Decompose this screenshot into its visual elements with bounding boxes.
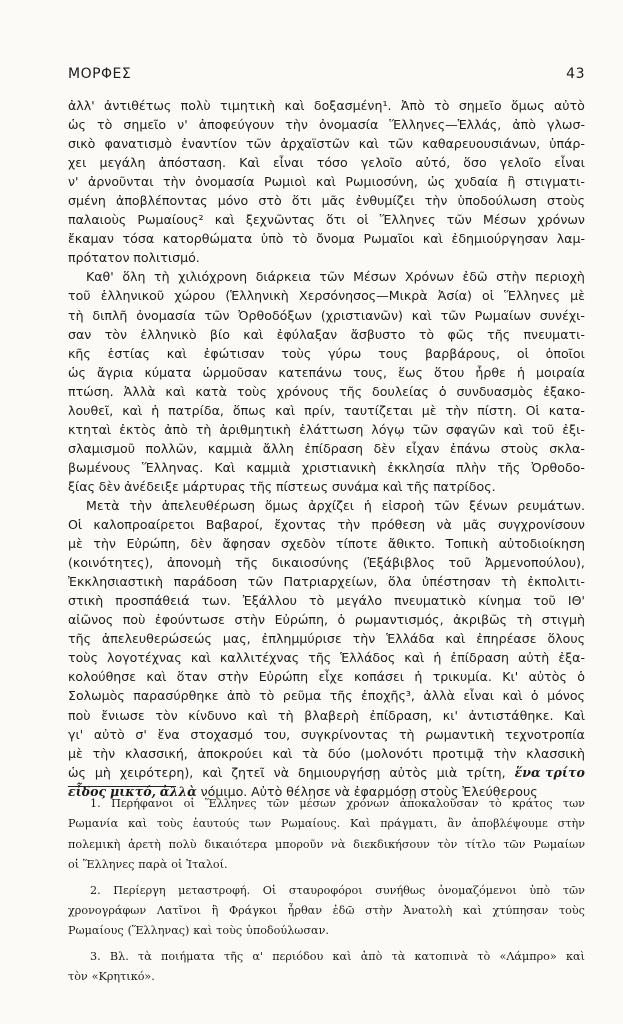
text-line: γι' αὐτὸ σ' ἕνα στοχασμό του, συγκρίνοντας τὴ ρωμαντικὴ τεχνοτροπία (68, 726, 585, 742)
footnote-line: οἱ Ἕλληνες παρὰ οἱ Ἰταλοί. (68, 858, 228, 872)
text-line: τοῦ ἑλληνικοῦ χώρου (Ἑλληνικὴ Χερσόνησος—Μικρὰ Ἀσία) οἱ Ἕλληνες μὲ (68, 288, 585, 304)
footnote-1 (68, 794, 585, 876)
text-line: ποὺ ἔνιωσε τὸν κίνδυνο καὶ τὴ βλαβερὴ ἐπίδραση, κι' ἀντιστάθηκε. Καὶ (68, 707, 585, 723)
footnote-line: 1. Περήφανοι οἱ Ἕλληνες τῶν μέσων χρόνων ἀποκαλοῦσαν τὸ κράτος των (90, 797, 585, 810)
page-number: 43 (566, 66, 585, 82)
text-line: σλαμισμοῦ πολλῶν, καμμιὰ ἄλλη ἐπίδραση δὲν εἶχαν ἐπάνω στοὺς σκλα- (68, 440, 585, 456)
text-line: μὲ τὴν Εὐρώπη, δὲν ἄφησαν σχεδὸν τίποτε ἄθικτο. Τοπικὴ αὐτοδιοίκηση (68, 536, 585, 552)
text-line: εἶδος μικτό, ἀλλὰ νόμιμο. Αὐτὸ θέλησε νὰ ἐφαρμόσῃ στοὺς Ἐλεύθερους (68, 783, 538, 799)
footnotes (68, 794, 585, 993)
text-line: Καθ' ὅλη τὴ χιλιόχρονη διάρκεια τῶν Μέσων Χρόνων ἐδῶ στὴν περιοχὴ (86, 269, 585, 285)
text-line: σικὸ φανατισμὸ ἐναντίον τῶν ἀρχαϊστῶν καὶ τῶν καθαρευουσιάνων, ὑπάρ- (68, 136, 585, 152)
text-line: Μετὰ τὴν ἀπελευθέρωση ὅμως ἀρχίζει ἡ εἰσροὴ τῶν ξένων ρευμάτων. (86, 497, 585, 513)
text-line: ἀλλ' ἀντιθέτως πολὺ τιμητικὴ καὶ δοξασμένη¹. Ἀπὸ τὸ σημεῖο ὅμως αὐτὸ (68, 98, 585, 113)
footnote-divider (68, 786, 176, 787)
footnote-3 (68, 947, 585, 988)
text-line: κῆς ἑστίας καὶ ἐφώτισαν τοὺς γύρω τους βαρβάρους, οἱ ὁποῖοι (68, 345, 585, 361)
footnote-line: πολεμικὴ ἀρετὴ πολὺ δικαιότερα μποροῦν νὰ διεκδικήσουν τὸν τίτλο τῶν Ρωμαίων (68, 837, 585, 851)
text-line: ν' ἀρνοῦνται τὴν ὀνομασία Ρωμιοὶ καὶ Ρωμιοσύνη, ὡς χυδαία ἢ στιγματι- (68, 174, 585, 190)
text-line: τὴ διπλῆ ὀνομασία τῶν Ὀρθοδόξων (χριστιανῶν) καὶ τῶν Ρωμαίων συνέχι- (68, 307, 585, 323)
footnote-line: 2. Περίεργη μεταστροφή. Οἱ σταυροφόροι συνήθως ὀνομαζόμενοι ὑπὸ τῶν (90, 883, 585, 897)
text-line: σμένη ἀποβλέποντας μόνο στὸ ὅτι μᾶς ἐνθυμίζει τὴν ὑποδούλωση στοὺς (68, 193, 585, 209)
text-line: μὲ τὴν κλασσική, ἀποκρούει καὶ τὰ δύο (μολονότι προτιμᾷ τὴν κλασσικὴ (68, 745, 585, 761)
text-line: πτώση. Ἀλλὰ καὶ κατὰ τοὺς χρόνους τῆς δουλείας ὁ συνδυασμὸς ἐξακο- (68, 383, 585, 399)
text-line: αἰῶνος ποὺ ἐφούντωσε στὴν Εὐρώπη, ὁ ρωμαντισμός, ἀκριβῶς τὴ στιγμὴ (68, 612, 585, 628)
running-title: ΜΟΡΦΕΣ (68, 66, 132, 82)
text-line: Ἐκκλησιαστικὴ παράδοση τῶν Πατριαρχείων, ὅλα ὑπέστησαν τὴ ἐκπολιτι- (68, 574, 585, 590)
running-header (68, 66, 585, 82)
text-line: χει μεγάλη ἀπόσταση. Καὶ εἶναι τόσο γελοῖο αὐτό, ὅσο γελοῖο εἶναι (68, 155, 585, 171)
footnote-line: 3. Βλ. τὰ ποιήματα τῆς α' περιόδου καὶ ἀπὸ τὰ κατοπινὰ τὸ «Λάμπρο» καὶ (90, 949, 585, 963)
text-line: στικὴ προσπάθειά των. Ἐξάλλου τὸ μεγάλο πνευματικὸ κίνημα τοῦ ΙΘ' (68, 593, 585, 609)
text-line: ὡς ἄγρια κύματα ὡρμοῦσαν κατεπάνω τους, ἕως ὅτου ἦρθε ἡ μοιραία (68, 364, 585, 380)
main-text (68, 96, 585, 801)
text-line: Οἱ καλοπροαίρετοι Βαβαροί, ἔχοντας τὴν πρόθεση νὰ μᾶς συγχρονίσουν (68, 517, 585, 533)
text-line: Σολωμὸς παρασύρθηκε ἀπὸ τὸ ρεῦμα τῆς ἐποχῆς³, ἀλλὰ εἶναι καὶ ὁ μόνος (68, 688, 585, 704)
footnote-line: τὸν «Κρητικό». (68, 970, 155, 984)
text-line: ἔκαμαν τόσα κατορθώματα ὑπὸ τὸ ὄνομα Ρωμαῖοι καὶ ἐδημιούργησαν λαμ- (68, 231, 585, 247)
text-line: τῆς ἀπελευθερώσεώς μας, ἐπλημμύρισε τὴν Ἑλλάδα καὶ ἐπηρέασε ὅλους (68, 631, 585, 647)
footnote-line: Ρωμανία καὶ τοὺς ἑαυτούς των Ρωμαίους. Καὶ πράγματι, ἂν ἀποβλέψουμε στὴν (68, 817, 585, 831)
text-line: κτηταὶ ἐκτὸς ἀπὸ τὴ ἀριθμητικὴ ἐλάττωση λόγῳ τῶν σφαγῶν καὶ τοῦ ἐξι- (68, 421, 585, 437)
footnote-line: Ρωμαίους (Ἕλληνας) καὶ τοὺς ὑποδούλωσαν. (68, 924, 329, 938)
footnote-2 (68, 881, 585, 942)
text-line: βωμένους Ἕλληνας. Καὶ καμμιὰ χριστιανικὴ ἐκκλησία πλὴν τῆς Ὀρθοδο- (68, 459, 585, 475)
text-line: ὡς μὴ χειρότερη), καὶ ζητεῖ νὰ δημιουργήσῃ αὐτὸς μιὰ τρίτη, ἕνα τρίτο (68, 763, 585, 782)
text-line: (κοινότητες), ἀπονομὴ τῆς δικαιοσύνης (Ἑξάβιβλος τοῦ Ἀρμενοπούλου), (68, 555, 585, 571)
text-line: ὡς τὸ σημεῖο ν' ἀποφεύγουν τὴν ὀνομασία Ἕλληνες—Ἑλλάς, ἀπὸ γλωσ- (68, 117, 585, 133)
text-line: λουθεῖ, καὶ ἡ πατρίδα, ὅπως καὶ πρίν, ταυτίζεται μὲ τὴν πίστη. Οἱ κατα- (68, 402, 585, 418)
text-line: παλαιοὺς Ρωμαίους² καὶ ξεχνῶντας ὅτι οἱ Ἕλληνες τῶν Μέσων χρόνων (68, 212, 585, 228)
text-line: κολούθησε καὶ ὅταν στὴν Εὐρώπη εἶχε κοπάσει ἡ τρικυμία. Κι' αὐτὸς ὁ (68, 669, 585, 685)
text-line: ξίας δὲν ἀνέδειξε μάρτυρας τῆς πίστεως συνάμα καὶ τῆς πατρίδος. (68, 478, 496, 494)
italic-phrase: ἕνα τρίτο (514, 764, 585, 780)
footnote-line: χρονογράφων Λατῖνοι ἢ Φράγκοι ἦρθαν ἐδῶ στὴν Ἀνατολὴ καὶ χτύπησαν τοὺς (68, 904, 585, 918)
text-line: πρότατον πολιτισμό. (68, 250, 200, 266)
text-line: σαν τὸν ἑλληνικὸ βίο καὶ ἐφύλαξαν ἄσβυστο τὸ φῶς τῆς πνευματι- (68, 326, 585, 342)
text-line: τοὺς λογοτέχνας καὶ καλλιτέχνας τῆς Ἑλλάδος καὶ ἡ ἐπίδραση αὐτὴ ἐξα- (68, 650, 585, 666)
